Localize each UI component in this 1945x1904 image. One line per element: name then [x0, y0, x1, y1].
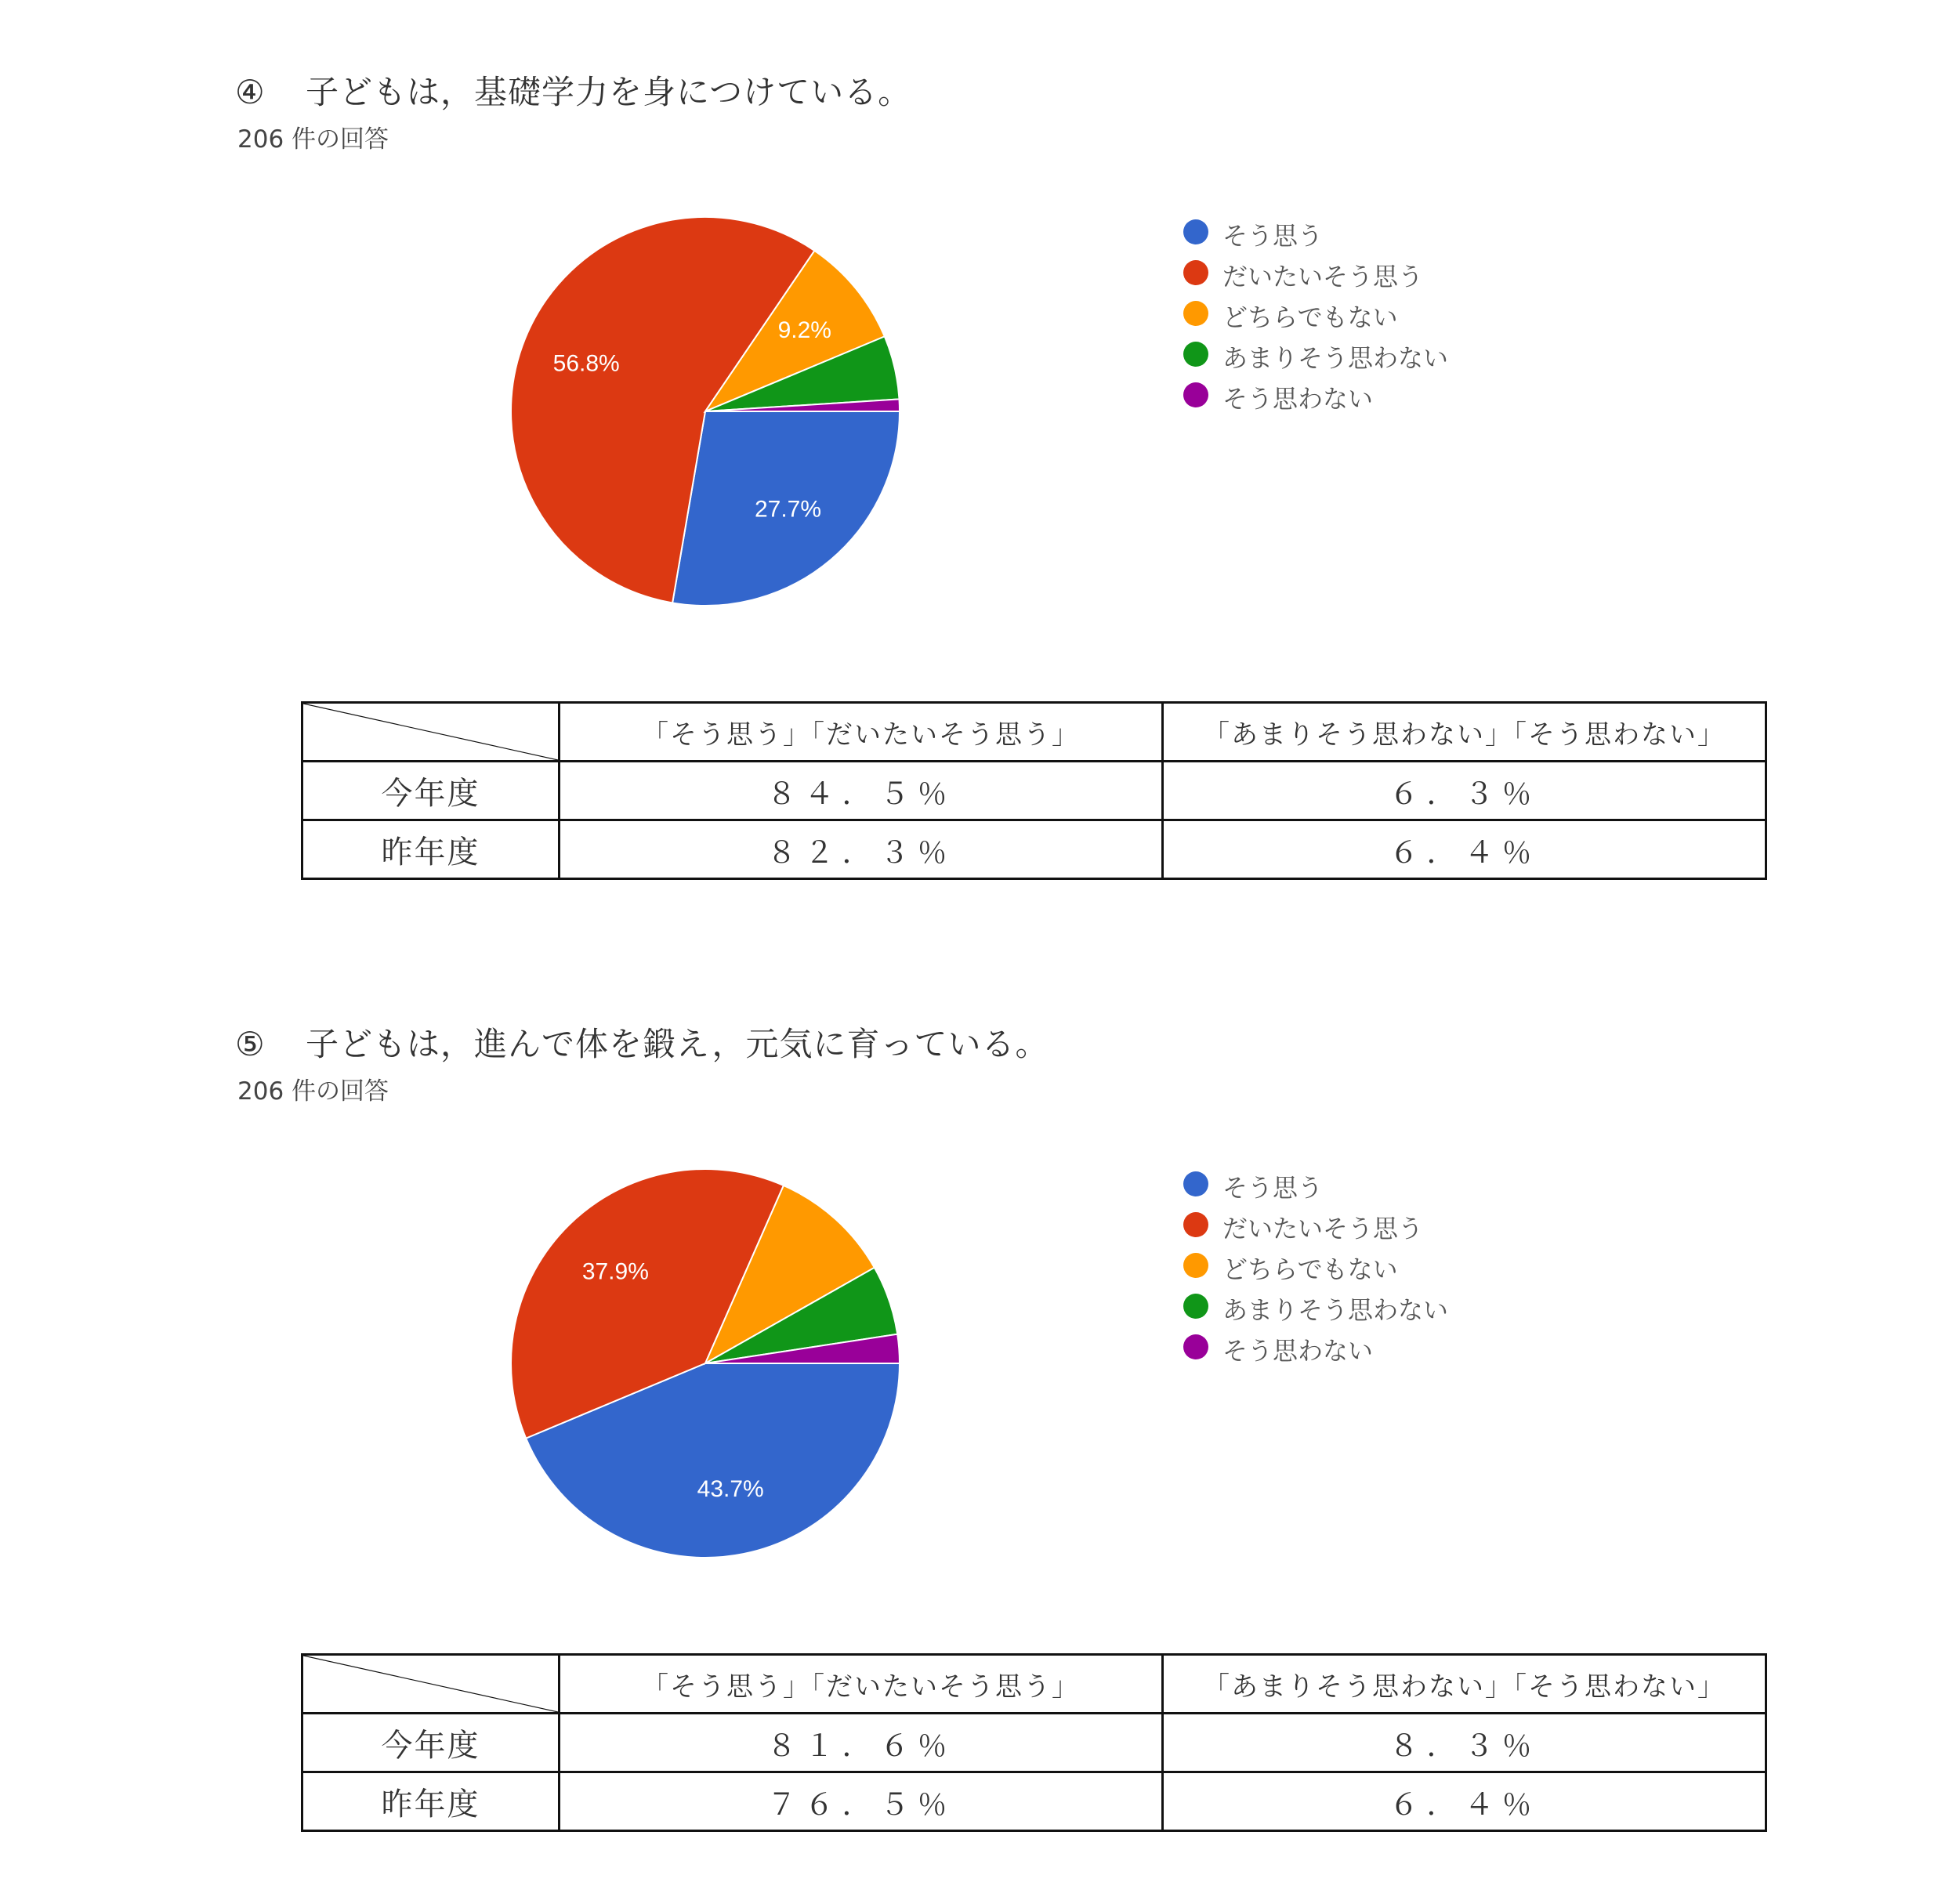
row-header: 今年度: [302, 1714, 560, 1772]
response-count: 206 件の回答: [237, 1077, 389, 1106]
question-title: [235, 67, 911, 114]
table-row: [302, 762, 1766, 820]
table-cell: ６．４％: [1163, 1772, 1766, 1831]
column-header: 「あまりそう思わない」「そう思わない」: [1163, 703, 1766, 762]
table-cell: ８．３％: [1163, 1714, 1766, 1772]
table-cell: ６．４％: [1163, 820, 1766, 879]
table-header-row: [302, 1655, 1766, 1714]
legend-color-swatch: [1183, 1334, 1208, 1359]
table-cell: ８１．６％: [560, 1714, 1163, 1772]
column-header: 「あまりそう思わない」「そう思わない」: [1163, 1655, 1766, 1714]
table-header-row: [302, 703, 1766, 762]
legend-color-swatch: [1183, 301, 1208, 326]
row-header: 今年度: [302, 762, 560, 820]
legend-color-swatch: [1183, 260, 1208, 285]
summary-table: [301, 701, 1767, 880]
legend-label: そう思う: [1222, 1173, 1324, 1203]
slice-data-label: 27.7%: [754, 496, 822, 523]
table-cell: ６．３％: [1163, 762, 1766, 820]
row-header: 昨年度: [302, 1772, 560, 1831]
legend-color-swatch: [1183, 382, 1208, 407]
question-text: 子どもは，基礎学力を身につけている。: [306, 73, 912, 111]
table-cell: ８４．５％: [560, 762, 1163, 820]
slice-data-label: 9.2%: [777, 317, 831, 343]
legend-label: どちらでもない: [1222, 1254, 1398, 1284]
slice-data-label: 37.9%: [581, 1258, 649, 1285]
pie-chart: [509, 1167, 901, 1559]
slice-data-label: 56.8%: [552, 350, 620, 377]
diagonal-line: [303, 1656, 558, 1712]
response-count: 206 件の回答: [237, 125, 389, 154]
question-text: 子どもは，進んで体を鍛え，元気に育っている。: [306, 1025, 1049, 1063]
legend-label: だいたいそう思う: [1222, 1214, 1424, 1243]
legend-color-swatch: [1183, 1294, 1208, 1319]
question-section: [0, 952, 1945, 1904]
table-corner-cell: [302, 703, 560, 762]
question-number: ④: [235, 73, 266, 111]
column-header: 「そう思う」「だいたいそう思う」: [560, 1655, 1163, 1714]
question-number: ⑤: [235, 1025, 266, 1063]
legend-label: どちらでもない: [1222, 302, 1398, 332]
diagonal-line: [303, 704, 558, 760]
summary-table: [301, 1653, 1767, 1832]
table-row: [302, 1772, 1766, 1831]
pie-chart: [509, 215, 901, 607]
legend-label: あまりそう思わない: [1222, 343, 1449, 373]
table-cell: ７６．５％: [560, 1772, 1163, 1831]
question-title: [235, 1019, 1049, 1066]
legend-label: あまりそう思わない: [1222, 1295, 1449, 1325]
legend-color-swatch: [1183, 342, 1208, 367]
table-row: [302, 820, 1766, 879]
legend-label: そう思う: [1222, 221, 1324, 251]
legend-label: そう思わない: [1222, 1336, 1374, 1366]
column-header: 「そう思う」「だいたいそう思う」: [560, 703, 1163, 762]
legend-color-swatch: [1183, 1212, 1208, 1237]
legend-color-swatch: [1183, 219, 1208, 244]
table-cell: ８２．３％: [560, 820, 1163, 879]
legend-label: そう思わない: [1222, 384, 1374, 414]
row-header: 昨年度: [302, 820, 560, 879]
table-corner-cell: [302, 1655, 560, 1714]
legend-label: だいたいそう思う: [1222, 262, 1424, 291]
table-row: [302, 1714, 1766, 1772]
legend-color-swatch: [1183, 1171, 1208, 1196]
slice-data-label: 43.7%: [697, 1475, 764, 1502]
legend-color-swatch: [1183, 1253, 1208, 1278]
